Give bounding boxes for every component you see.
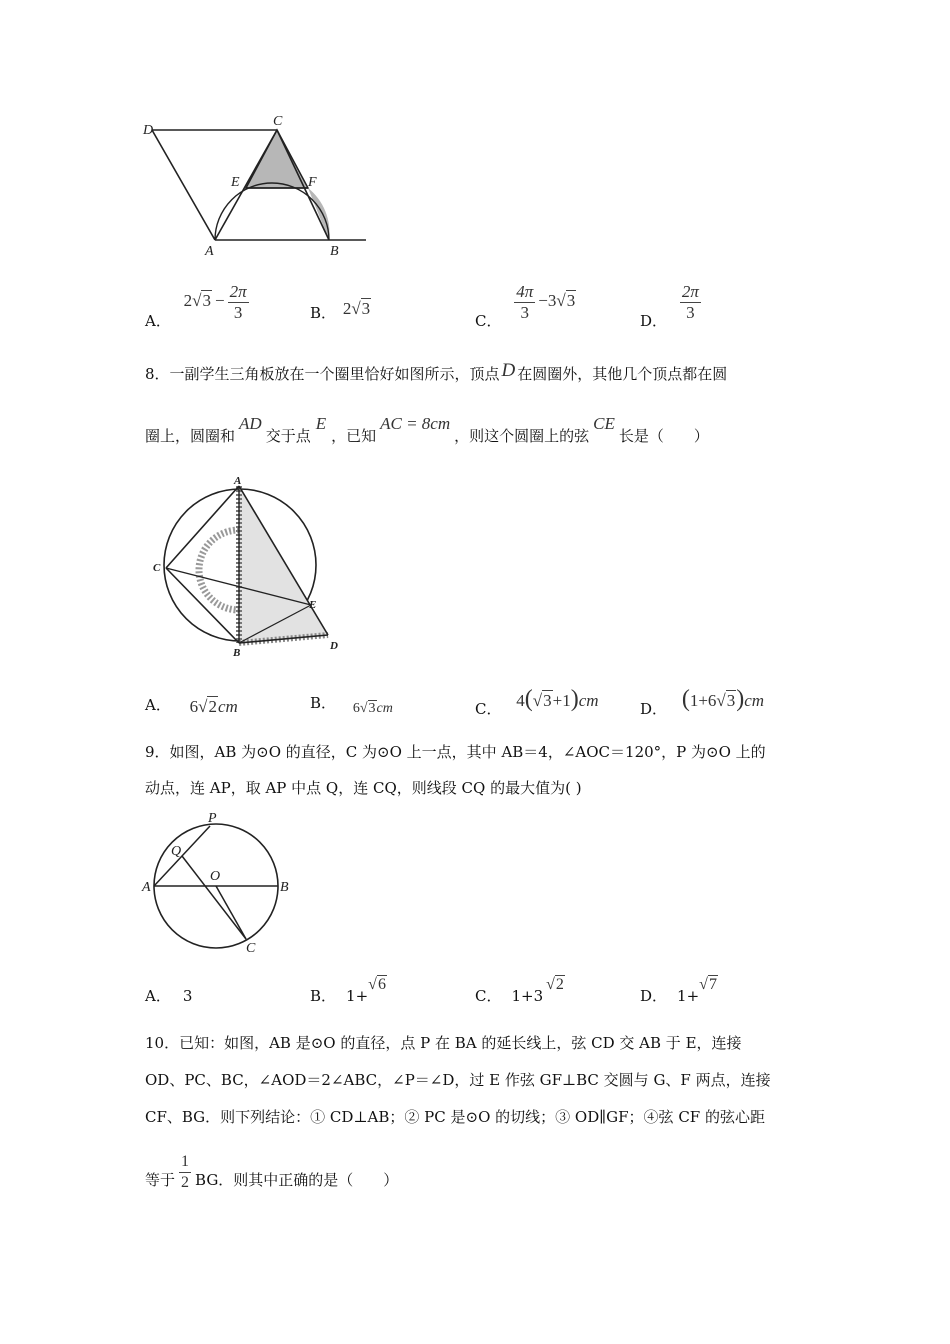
q8-figure xyxy=(150,475,350,660)
q8-option-b-label: B． xyxy=(310,694,337,712)
q8-option-b[interactable]: B． 6√3cm xyxy=(310,694,393,716)
q9-option-b-label: B． xyxy=(310,987,337,1005)
q8-protractor xyxy=(199,530,239,610)
q7-label-A: A xyxy=(205,244,214,259)
q7-shaded-triangle xyxy=(246,130,308,188)
q7-option-b-label: B． xyxy=(310,304,337,322)
q9-label-Q: Q xyxy=(171,844,182,859)
q8-option-c-label: C． xyxy=(475,700,502,718)
q9-label-P: P xyxy=(208,811,217,826)
q8-option-a[interactable]: A． 6√2cm xyxy=(145,696,238,716)
q7-label-B: B xyxy=(330,244,339,259)
q9-option-c-label: C． xyxy=(475,987,502,1005)
q8-label-C: C xyxy=(153,562,161,574)
q7-option-b[interactable]: B． 2√3 xyxy=(310,299,371,322)
q7-label-D: D xyxy=(143,123,154,138)
q10-line1: 10．已知：如图，AB 是⊙O 的直径，点 P 在 BA 的延长线上，弦 CD 交 AB 于 E，连接 xyxy=(145,1034,742,1052)
q7-option-d[interactable]: D． $\frac{2\pi}{3}$ xyxy=(640,282,699,331)
q9-option-a-label: A． xyxy=(145,987,171,1005)
q7-option-d-label: D． xyxy=(640,312,668,331)
q7-option-a[interactable]: A． 2√3 − $\frac{2\pi}{3}$ xyxy=(145,282,247,331)
q9-option-d-label: D． xyxy=(640,987,668,1005)
q7-option-a-label: A． xyxy=(145,312,171,331)
q7-label-C: C xyxy=(273,114,283,129)
q8-option-c[interactable]: C． 4(√3+1)cm xyxy=(475,686,599,718)
q7-shaded-segment xyxy=(308,188,329,240)
q7-label-E: E xyxy=(231,175,240,190)
q8-label-B: B xyxy=(233,647,241,659)
q9-label-A: A xyxy=(142,880,151,895)
q9-label-B: B xyxy=(280,880,289,895)
q8-line2: 圈上，圆圈和AD交于点E，已知AC = 8cm，则这个圆圈上的弦CE长是（ ） xyxy=(145,414,709,445)
q9-figure xyxy=(140,810,300,960)
q9-option-b[interactable]: B． 1+√6 xyxy=(310,976,386,1005)
q10-line4: 等于 $\frac{1}{2}$ BG．则其中正确的是（ ） xyxy=(145,1153,399,1191)
q9-option-a-value: 3 xyxy=(182,987,193,1005)
q9-option-c[interactable]: C． 1+3√2 xyxy=(475,976,564,1005)
q8-label-E: E xyxy=(309,599,317,611)
q8-label-D: D xyxy=(330,640,338,652)
q10-fraction: $\frac{1}{2}$ xyxy=(181,1153,190,1191)
q9-label-C: C xyxy=(246,941,256,956)
q9-label-O: O xyxy=(210,869,221,884)
q7-label-F: F xyxy=(308,175,317,190)
q9-option-a[interactable] xyxy=(145,985,192,1006)
q9-option-d[interactable]: D． 1+√7 xyxy=(640,976,717,1005)
q8-option-d[interactable]: D． (1+6√3)cm xyxy=(640,686,765,718)
q8-line1: 8．一副学生三角板放在一个圈里恰好如图所示，顶点 D 在圆圈外，其他几个顶点都在圆 xyxy=(145,360,728,383)
q7-option-c-label: C． xyxy=(475,312,502,331)
q10-line2: OD、PC、BC，∠AOD＝2∠ABC，∠P＝∠D，过 E 作弦 GF⊥BC 交圆与 G、F 两点，连接 xyxy=(145,1071,771,1089)
q8-option-d-label: D． xyxy=(640,700,668,718)
q9-line2: 动点，连 AP，取 AP 中点 Q，连 CQ，则线段 CQ 的最大值为( ) xyxy=(145,779,582,797)
q8-option-a-label: A． xyxy=(145,696,171,714)
q7-option-c[interactable]: C． $\frac{4\pi}{3}$ −3√3 xyxy=(475,282,576,331)
q10-line3: CF、BG．则下列结论：① CD⊥AB；② PC 是⊙O 的切线；③ OD∥GF；④弦 CF 的弦心距 xyxy=(145,1108,765,1126)
q9-line1: 9．如图，AB 为⊙O 的直径，C 为⊙O 上一点，其中 AB＝4，∠AOC＝120°，P 为⊙O 上的 xyxy=(145,743,766,761)
q8-label-A: A xyxy=(234,475,242,487)
q7-figure xyxy=(130,110,380,260)
